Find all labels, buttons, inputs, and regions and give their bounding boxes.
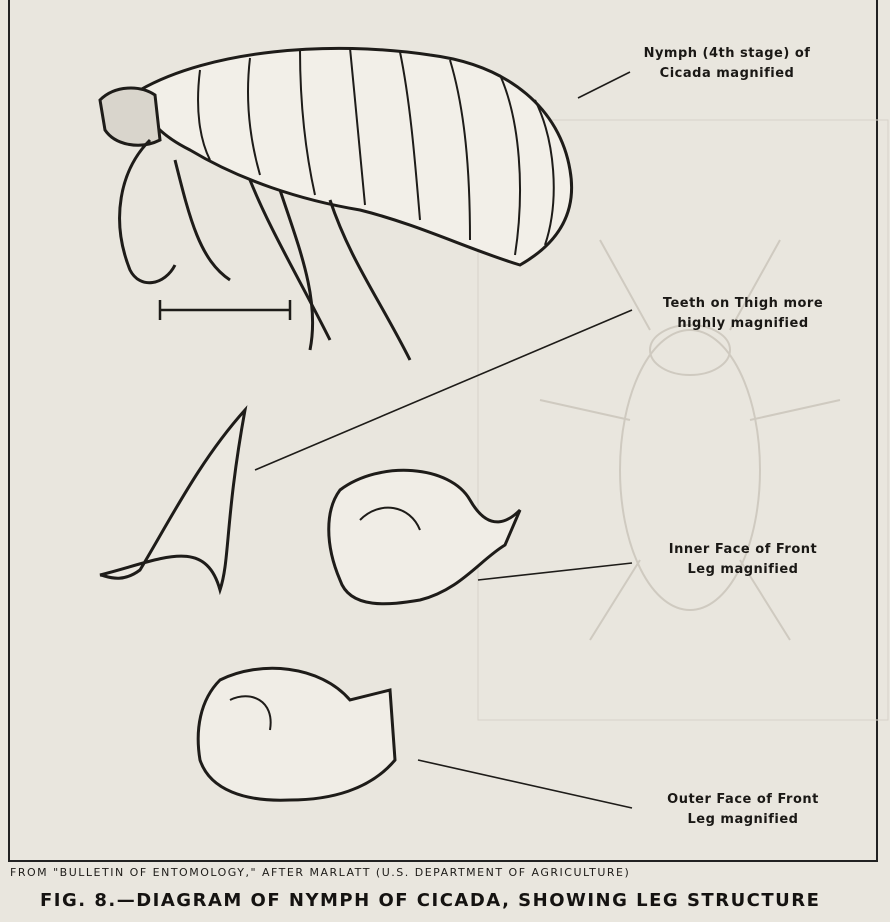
scale-bar <box>160 300 290 320</box>
teeth-label-line-1: Teeth on Thigh more <box>662 296 824 311</box>
nymph-label <box>622 44 832 84</box>
inner-face-label-line-2: Leg magnified <box>687 562 799 577</box>
nymph-body <box>100 48 572 265</box>
figure-title: FIG. 8.—DIAGRAM OF NYMPH OF CICADA, SHOWING LEG STRUCTURE <box>40 890 821 911</box>
outer-face-label-line-2: Leg magnified <box>687 812 799 827</box>
nymph-label-line-1: Nymph (4th stage) of <box>643 46 811 61</box>
figure-credit: FROM "BULLETIN OF ENTOMOLOGY," AFTER MARLATT (U.S. DEPARTMENT OF AGRICULTURE) <box>10 866 631 879</box>
inner-leg-drawing <box>329 470 520 603</box>
inner-face-label-line-1: Inner Face of Front <box>668 542 818 557</box>
outer-face-label-line-1: Outer Face of Front <box>667 792 819 807</box>
teeth-label <box>638 294 848 334</box>
outer-leg-drawing <box>198 668 395 800</box>
teeth-label-line-2: highly magnified <box>677 316 809 331</box>
inner-face-label <box>638 540 848 580</box>
nymph-label-line-2: Cicada magnified <box>659 66 795 81</box>
outer-face-label <box>638 790 848 830</box>
thigh-teeth-drawing <box>100 410 245 590</box>
